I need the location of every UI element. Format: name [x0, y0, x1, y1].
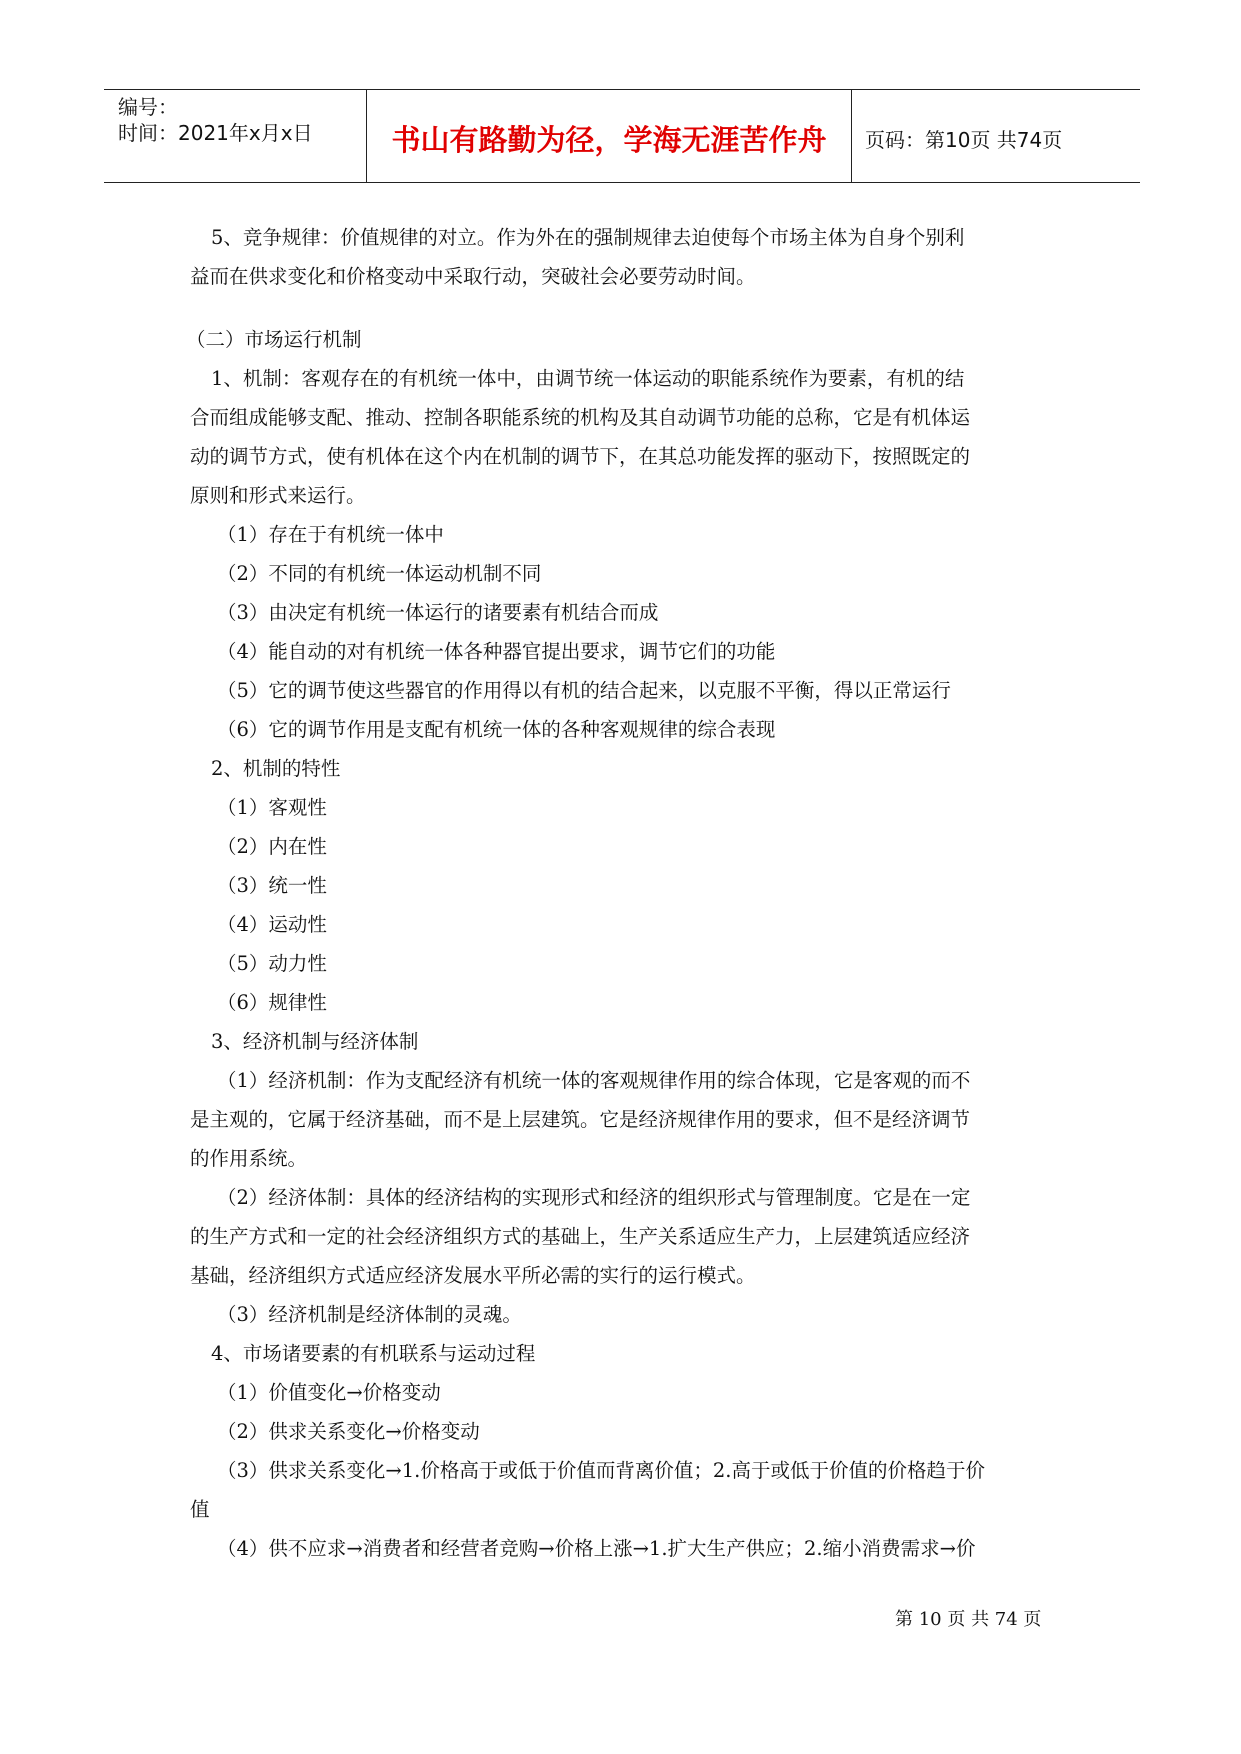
list-item: （2）内在性	[217, 835, 327, 858]
paragraph-line: 的作用系统。	[190, 1147, 308, 1170]
list-item: （2）不同的有机统一体运动机制不同	[217, 562, 542, 585]
list-item: （3）经济机制是经济体制的灵魂。	[217, 1303, 522, 1326]
header-page-cell	[853, 90, 1140, 182]
paragraph-line: 基础，经济组织方式适应经济发展水平所必需的实行的运行模式。	[190, 1264, 756, 1287]
header-info-cell	[104, 90, 367, 182]
paragraph-line: 的生产方式和一定的社会经济组织方式的基础上，生产关系适应生产力，上层建筑适应经济	[190, 1225, 971, 1248]
section-heading: 4、市场诸要素的有机联系与运动过程	[211, 1342, 536, 1365]
list-item: （5）动力性	[217, 952, 327, 975]
document-body	[186, 218, 1060, 1568]
header-motto: 书山有路勤为径，学海无涯苦作舟	[391, 123, 827, 157]
header-number-label: 编号：	[118, 95, 178, 119]
paragraph-line: 益而在供求变化和价格变动中采取行动，突破社会必要劳动时间。	[190, 265, 756, 288]
paragraph-line: 5、竞争规律：价值规律的对立。作为外在的强制规律去迫使每个市场主体为自身个别利	[211, 226, 965, 249]
header-motto-cell	[367, 90, 852, 182]
list-item: （4）运动性	[217, 913, 327, 936]
list-item: （6）它的调节作用是支配有机统一体的各种客观规律的综合表现	[217, 718, 776, 741]
list-item: （3）供求关系变化→1.价格高于或低于价值而背离价值；2.高于或低于价值的价格趋于价	[217, 1459, 985, 1482]
page-footer: 第 10 页 共 74 页	[895, 1609, 1042, 1630]
page-header	[104, 89, 1140, 183]
list-item: （4）能自动的对有机统一体各种器官提出要求，调节它们的功能	[217, 640, 776, 663]
paragraph-line: 1、机制：客观存在的有机统一体中，由调节统一体运动的职能系统作为要素，有机的结	[211, 367, 965, 390]
list-item: （1）价值变化→价格变动	[217, 1381, 441, 1404]
paragraph-line: 动的调节方式，使有机体在这个内在机制的调节下，在其总功能发挥的驱动下，按照既定的	[190, 445, 971, 468]
list-item: （6）规律性	[217, 991, 327, 1014]
paragraph-line: （2）经济体制：具体的经济结构的实现形式和经济的组织形式与管理制度。它是在一定	[217, 1186, 971, 1209]
paragraph-line: 合而组成能够支配、推动、控制各职能系统的机构及其自动调节功能的总称，它是有机体运	[190, 406, 971, 429]
header-time-label: 时间：2021年x月x日	[118, 121, 313, 145]
list-item: （3）统一性	[217, 874, 327, 897]
paragraph-line: （1）经济机制：作为支配经济有机统一体的客观规律作用的综合体现，它是客观的而不	[217, 1069, 971, 1092]
section-heading: （二）市场运行机制	[186, 328, 362, 351]
paragraph-line: 是主观的，它属于经济基础，而不是上层建筑。它是经济规律作用的要求，但不是经济调节	[190, 1108, 971, 1131]
list-item: （3）由决定有机统一体运行的诸要素有机结合而成	[217, 601, 659, 624]
list-item: （2）供求关系变化→价格变动	[217, 1420, 480, 1443]
list-item: （1）客观性	[217, 796, 327, 819]
list-item: （1）存在于有机统一体中	[217, 523, 444, 546]
list-item: （4）供不应求→消费者和经营者竞购→价格上涨→1.扩大生产供应；2.缩小消费需求→价	[217, 1537, 976, 1560]
section-heading: 3、经济机制与经济体制	[211, 1030, 419, 1053]
paragraph-line: 原则和形式来运行。	[190, 484, 366, 507]
list-item: （5）它的调节使这些器官的作用得以有机的结合起来，以克服不平衡，得以正常运行	[217, 679, 951, 702]
header-page-label: 页码：第10页 共74页	[865, 128, 1063, 152]
section-heading: 2、机制的特性	[211, 757, 341, 780]
paragraph-line: 值	[190, 1498, 210, 1521]
